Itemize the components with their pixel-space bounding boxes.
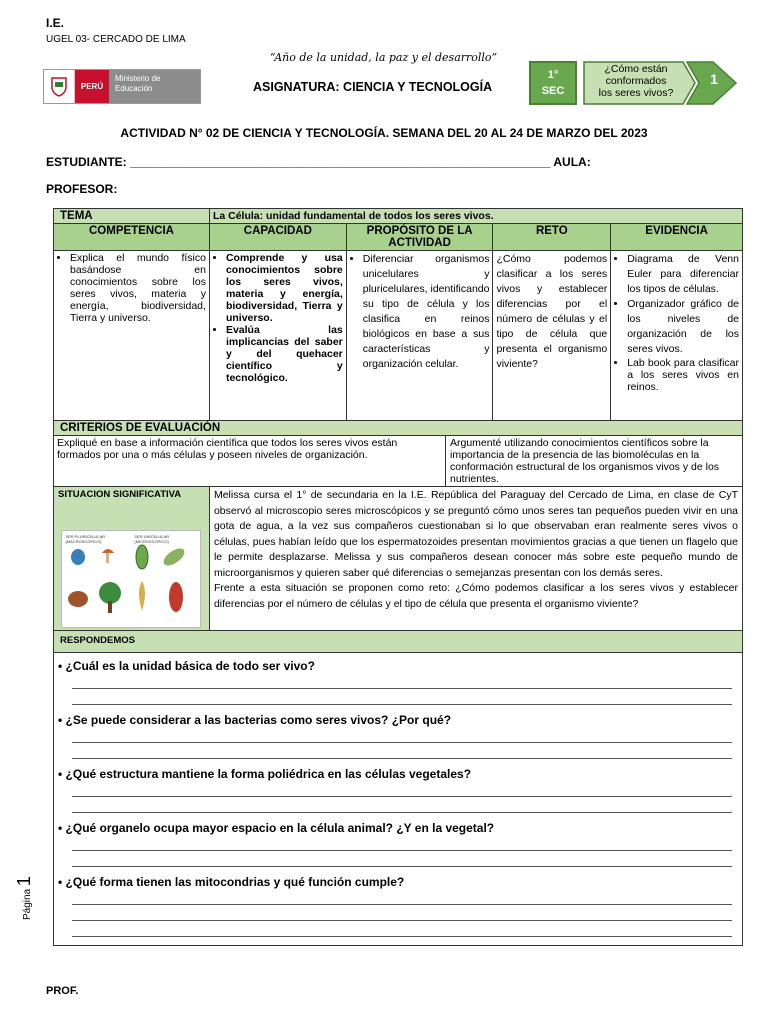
answer-line[interactable] (72, 835, 732, 851)
capacidad-item: • Comprende y usa conocimientos sobre los seres vivos, materia y energía, biodiversidad, Tierra y universo. (226, 252, 343, 324)
competencia-text: • Explica el mundo físico basándose en conocimientos sobre los seres vivos, materia y energía, biodiversidad, Tierra y universo. (70, 252, 206, 324)
question-block (58, 767, 738, 813)
school-label: I.E. (46, 16, 65, 30)
question-block (58, 713, 738, 759)
evidencia-item: • Lab book para clasificar a los seres vivos en reinos. (627, 357, 739, 393)
answer-line[interactable] (72, 689, 732, 705)
col-proposito: PROPÓSITO DE LA ACTIVIDAD (346, 224, 493, 251)
coat-of-arms-icon (44, 70, 75, 103)
answer-line[interactable] (72, 727, 732, 743)
evidencia-item: • Organizador gráfico de los niveles de organización de los seres vivos. (627, 297, 739, 357)
criterio-2: Argumenté utilizando conocimientos científicos sobre la importancia de la presencia de las biomoléculas en la conformación estructural de los organismos vivos y de los nutrientes. (450, 437, 720, 485)
professor-label: PROFESOR: (46, 182, 118, 196)
page-number-value: 1 (14, 876, 34, 887)
col-evidencia: EVIDENCIA (611, 224, 743, 251)
situacion-label: SITUACION SIGNIFICATIVA (58, 489, 182, 500)
logo-country: PERÚ (75, 70, 109, 103)
col-capacidad: CAPACIDAD (209, 224, 346, 251)
question-tag-line3: los seres vivos? (598, 87, 674, 99)
answer-line[interactable] (72, 743, 732, 759)
ugel-label: UGEL 03- CERCADO DE LIMA (46, 34, 186, 45)
logo-ministry: Ministerio de Educación (109, 70, 200, 103)
student-label: ESTUDIANTE: (46, 155, 127, 169)
activity-title: ACTIVIDAD N° 02 DE CIENCIA Y TECNOLOGÍA. SEMANA DEL 20 AL 24 DE MARZO DEL 2023 (120, 126, 648, 140)
answer-line[interactable] (72, 673, 732, 689)
answer-line[interactable] (72, 889, 732, 905)
student-blank[interactable]: _______________________________________________________________ (130, 155, 551, 169)
prof-footer: PROF. (46, 985, 79, 997)
answer-line[interactable] (72, 781, 732, 797)
respondemos-label: RESPONDEMOS (54, 631, 743, 653)
grade-badge (529, 61, 577, 105)
question-item: • ¿Qué forma tienen las mitocondrias y qué función cumple? (58, 875, 405, 889)
activity-table (53, 208, 743, 946)
question-block (58, 821, 738, 867)
question-tag-line2: conformados (605, 75, 667, 87)
image-label-right: SER UNICELULAR (MICROSCÓPICO) (134, 534, 170, 544)
answer-line[interactable] (72, 905, 732, 921)
aula-label: AULA: (553, 155, 591, 169)
capacidad-item: • Evalúa las implicancias del saber y del quehacer científico y tecnológico. (226, 324, 343, 384)
answer-line[interactable] (72, 921, 732, 937)
question-item: • ¿Qué estructura mantiene la forma poliédrica en las células vegetales? (58, 767, 472, 781)
question-tag-line1: ¿Cómo están (604, 63, 668, 75)
tema-value: La Célula: unidad fundamental de todos los seres vivos. (209, 209, 742, 224)
question-item: • ¿Cuál es la unidad básica de todo ser vivo? (58, 659, 315, 673)
organisms-illustration (61, 530, 201, 628)
question-block (58, 659, 738, 705)
tema-label: TEMA (54, 209, 210, 224)
reto-text: ¿Cómo podemos clasificar a los seres vivos y establecer diferencias por el número de células y el tipo de célula que presenta el organismo viviente? (493, 251, 611, 421)
col-competencia: COMPETENCIA (54, 224, 210, 251)
question-tag-number: 1 (710, 71, 718, 87)
question-block (58, 875, 738, 937)
question-item: • ¿Se puede considerar a las bacterias como seres vivos? ¿Por qué? (58, 713, 452, 727)
subject-title: ASIGNATURA: CIENCIA Y TECNOLOGÍA (253, 80, 493, 94)
situacion-paragraph-2: Frente a esta situación se proponen como reto: ¿Cómo podemos clasificar a los seres vivos y establecer diferencias por el número de células y el tipo de célula que presenta el organismo viviente? (213, 582, 738, 610)
col-reto: RETO (493, 224, 611, 251)
year-motto: “Año de la unidad, la paz y el desarrollo” (270, 51, 498, 64)
page-number (14, 876, 35, 920)
criterios-label: CRITERIOS DE EVALUACIÓN (54, 421, 743, 436)
question-arrow-tag (583, 61, 738, 105)
ministry-logo (43, 69, 201, 104)
grade-level: 1° (547, 69, 559, 81)
situacion-paragraph-1: Melissa cursa el 1° de secundaria en la I.E. República del Paraguay del Cercado de Lima, en clase de CyT observó al microscopio seres microscópicos y se preguntó cómo unos seres tan pequeños pueden vivir en una gota de agua, a la vez sus compañeros cuestionaban si lo que observaban eran realmente seres vivos o células, pues habían leído que los espermatozoides presentan movimientos gracias a que tienen un flagelo que le permite desplazarse. Melissa y sus compañeros desean conocer más sobre este pequeño mundo de microorganismos y quieren saber qué diferencias o semejanzas presentan con los demás seres. (213, 489, 738, 579)
answer-line[interactable] (72, 851, 732, 867)
student-line (46, 155, 591, 169)
grade-section: SEC (541, 85, 565, 97)
question-item: • ¿Qué organelo ocupa mayor espacio en la célula animal? ¿Y en la vegetal? (58, 821, 495, 835)
evidencia-item: • Diagrama de Venn Euler para diferenciar los tipos de células. (627, 252, 739, 297)
proposito-text: • Diferenciar organismos unicelulares y pluricelulares, identificando su tipo de célula y los clasifica en reinos biológicos en base a sus características y organización celular. (363, 252, 490, 372)
criterio-1: Expliqué en base a información científica que todos los seres vivos están formados por una o más células y poseen niveles de organización. (54, 436, 446, 486)
answer-line[interactable] (72, 797, 732, 813)
image-label-left: SER PLURICELULAR (MACROSCÓPICO) (65, 534, 106, 544)
page-label: Página (22, 888, 33, 920)
